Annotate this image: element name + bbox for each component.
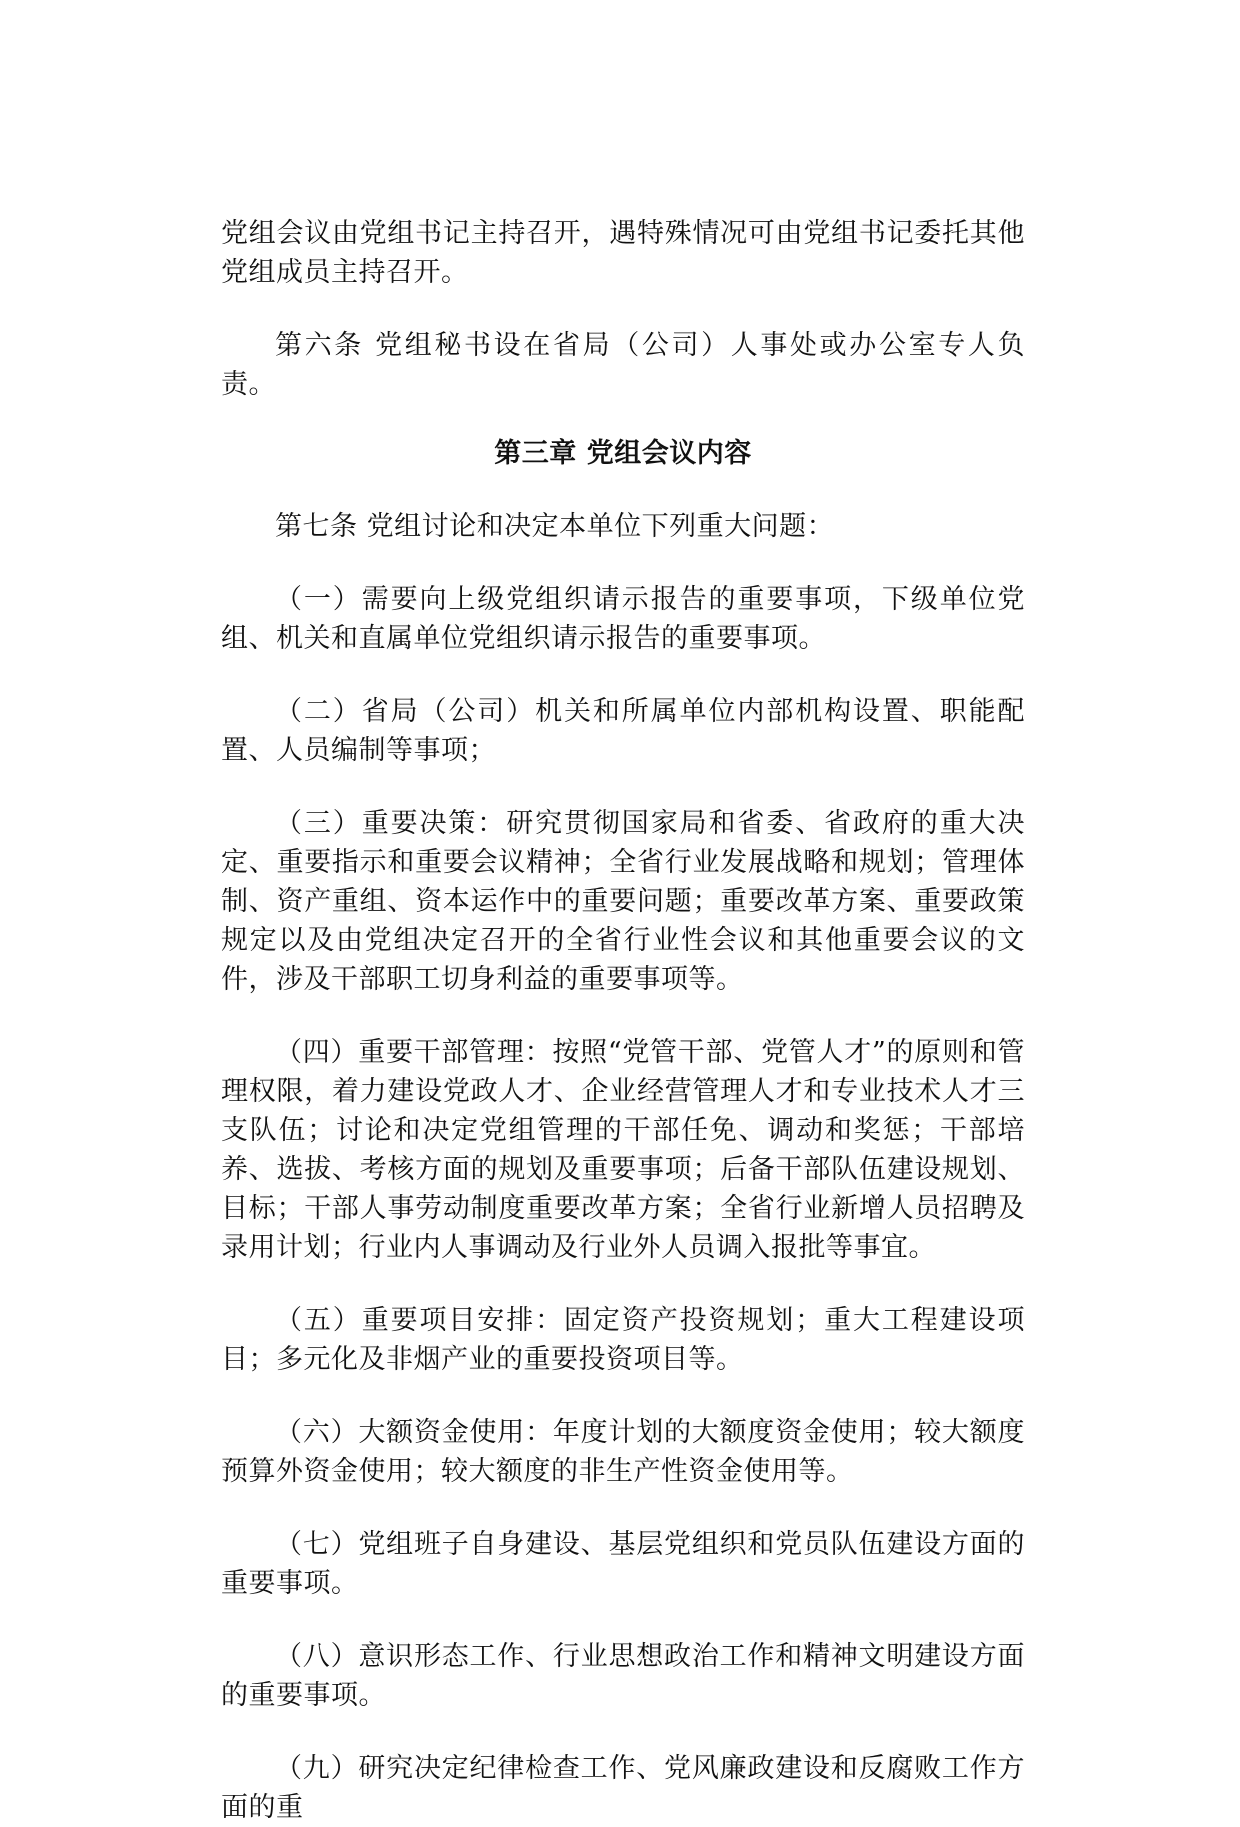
item-8: （八）意识形态工作、行业思想政治工作和精神文明建设方面的重要事项。 xyxy=(221,1641,1025,1711)
item-7: （七）党组班子自身建设、基层党组织和党员队伍建设方面的重要事项。 xyxy=(221,1529,1025,1599)
item-1: （一）需要向上级党组织请示报告的重要事项，下级单位党组、机关和直属单位党组织请示报告的重要事项。 xyxy=(221,584,1025,654)
chapter-3-heading: 第三章 党组会议内容 xyxy=(494,438,752,469)
item-4: （四）重要干部管理：按照“党管干部、党管人才”的原则和管理权限，着力建设党政人才、企业经营管理人才和专业技术人才三支队伍；讨论和决定党组管理的干部任免、调动和奖惩；干部培养、选拔、考核方面的规划及重要事项；后备干部队伍建设规划、目标；干部人事劳动制度重要改革方案；全省行业新增人员招聘及录用计划；行业内人事调动及行业外人员调入报批等事宜。 xyxy=(221,1037,1025,1263)
article-7: 第七条 党组讨论和决定本单位下列重大问题： xyxy=(275,511,835,542)
article-6: 第六条 党组秘书设在省局（公司）人事处或办公室专人负责。 xyxy=(221,330,1025,400)
item-3: （三）重要决策：研究贯彻国家局和省委、省政府的重大决定、重要指示和重要会议精神；全省行业发展战略和规划；管理体制、资产重组、资本运作中的重要问题；重要改革方案、重要政策规定以及由党组决定召开的全省行业性会议和其他重要会议的文件，涉及干部职工切身利益的重要事项等。 xyxy=(221,808,1025,995)
document-page xyxy=(221,214,1025,1827)
paragraph-continued: 党组会议由党组书记主持召开，遇特殊情况可由党组书记委托其他党组成员主持召开。 xyxy=(221,218,1025,288)
item-9: （九）研究决定纪律检查工作、党风廉政建设和反腐败工作方面的重 xyxy=(221,1753,1025,1823)
item-6: （六）大额资金使用：年度计划的大额度资金使用；较大额度预算外资金使用；较大额度的非生产性资金使用等。 xyxy=(221,1417,1025,1487)
item-5: （五）重要项目安排：固定资产投资规划；重大工程建设项目；多元化及非烟产业的重要投资项目等。 xyxy=(221,1305,1025,1375)
item-2: （二）省局（公司）机关和所属单位内部机构设置、职能配置、人员编制等事项； xyxy=(221,696,1025,766)
